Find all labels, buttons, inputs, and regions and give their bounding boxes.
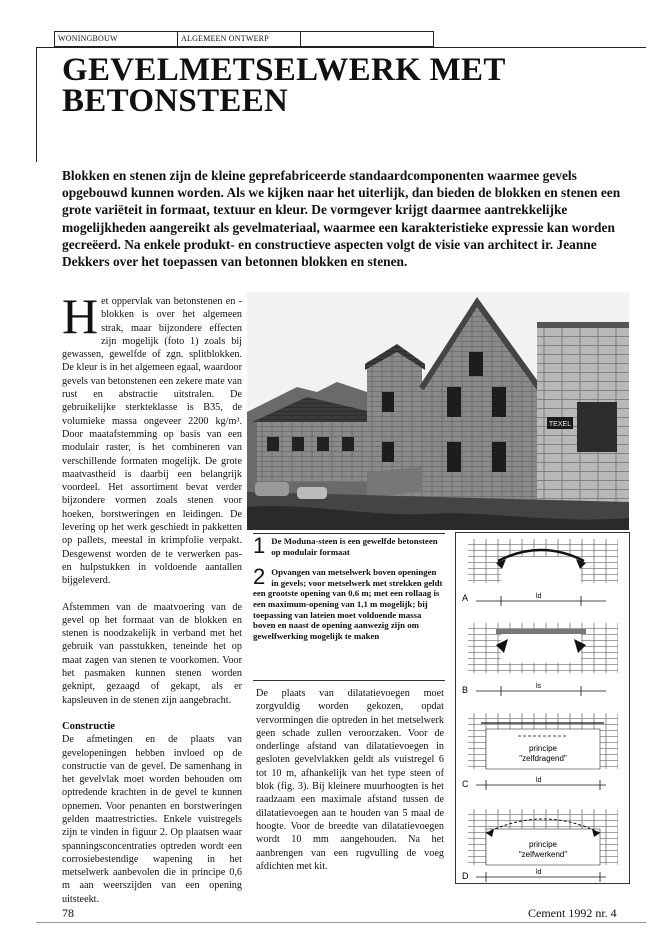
diagram-dim-c: ld [536, 777, 542, 784]
drop-cap: H [62, 288, 99, 344]
diagram-label-b: B [462, 685, 469, 695]
caption-rule-bottom [253, 680, 445, 681]
publication-info: Cement 1992 nr. 4 [528, 906, 617, 920]
paragraph-2: Afstemmen van de maatvoering van de gevel op het formaat van de blokken en stenen is noodzakelijk in verband met het gebruik van passtukken, teneinde het op maat zagen van stenen te voorkomen. Voor het pasmaken kunnen stenen worden geknipt, gezaagd of gekapt, als er kapsleuven in de stenen zijn aangebracht. [62, 601, 242, 706]
caption-2 [253, 564, 445, 641]
column-left [62, 288, 242, 919]
diagram-label-c: C [462, 779, 469, 789]
diagram-illustration [456, 533, 629, 883]
lead-paragraph: Blokken en stenen zijn de kleine geprefabriceerde standaardcomponenten waarmee gevels opgebouwd kunnen worden. Als we kijken naar het uiterlijk, dan bieden de blokken en stenen een grote variëteit in formaat, textuur en kleur. De vormgever krijgt daarmee aantrekkelijke mogelijkheden aangereikt als gevelmateriaal, waarmee een karakteristieke expressie kan worden gecreëerd. Na enkele produkt- en constructieve aspecten volgt de visie van architect ir. Jeanne Dekkers over het toepassen van betonnen blokken en stenen. [62, 168, 621, 270]
frame-top-rule [36, 47, 646, 48]
photo-illustration [247, 292, 629, 530]
header-empty [301, 32, 307, 46]
paragraph-3: De afmetingen en de plaats van gevelopeningen hebben invloed op de constructie van de gevel. De samenhang in het gevelvlak moet worden behouden om optredende krachten in de gevel te kunnen opnemen. Voor penanten en borstweringen gelden maatrestricties. Enkele vuistregels zijn te vinden in figuur 2. Op plaatsen waar spanningsconcentraties optreden wordt een corrosiebestendige wapening in het metselwerk aanbevolen die in principe 0,6 m aan weerszijden van een opening uitsteekt. [62, 734, 242, 905]
section-header [54, 31, 434, 47]
column-middle [256, 687, 444, 873]
diagram-dim-b: ls [536, 683, 542, 690]
diagram-label-a: A [462, 593, 469, 603]
caption-text: De Moduna-steen is een gewelfde betonsteen op modulair formaat [271, 536, 438, 557]
caption-number: 2 [253, 564, 266, 590]
section-heading: Constructie [62, 720, 115, 732]
principle-d-line1: principe [528, 840, 558, 849]
paragraph-intro [62, 288, 242, 588]
frame-left-rule [36, 47, 37, 162]
principle-c-line1: principe [528, 744, 558, 753]
captions [253, 532, 445, 647]
sign-text: TEXEL [548, 421, 572, 428]
diagram-dim-d: ld [536, 869, 542, 876]
caption-text: Opvangen van metselwerk boven openingen in gevels; voor metselwerk met strekken geldt een grootste opening van 0,6 m; met een rollaag is een maximum-opening van 1,1 m mogelijk; bij toepassing van lateien moet voldoende massa boven en naast de opening aanwezig zijn om gewelfwerking mogelijk te maken [253, 567, 443, 641]
header-category: ALGEMEEN ONTWERP [178, 32, 301, 46]
footer-rule [36, 922, 646, 923]
article-title: GEVELMETSELWERK MET BETONSTEEN [62, 52, 506, 119]
diagram-label-d: D [462, 871, 469, 881]
principle-c-line2: "zelfdragend" [519, 754, 567, 763]
caption-number: 1 [253, 533, 266, 558]
page-number: 78 [62, 906, 74, 920]
principle-d-line2: "zelfwerkend" [518, 850, 568, 859]
building-photo [247, 292, 629, 530]
structural-diagrams [455, 532, 630, 884]
paragraph-1: et oppervlak van betonstenen en -blokken is over het algemeen strak, maar bijzondere effecten zijn mogelijk (foto 1) zoals bij gewassen, gewelfde of zgn. splitblokken. De kleur is in het algemeen egaal, waardoor gevels van betonstenen een zekere mate van rust en abstractie uitstralen. De gebruikelijke sterkteklasse is B35, de volumieke massa ongeveer 2200 kg/m³. Door maatafstemming op basis van een modulair raster, is het combineren van verschillende formaten mogelijk. De grote maatvastheid is daarbij een belangrijk voordeel. Het assortiment bevat verder bijzondere vormen zoals stenen voor hoeken, borstweringen en leidingen. De levering op het werk geschiedt in pakketten op pallets, meestal in krimpfolie verpakt. Desgewenst worden de te verwerken pas- en hulpstukken in voldoende aantallen bijgeleverd. [62, 296, 242, 587]
caption-1 [253, 533, 445, 558]
paragraph-4: De plaats van dilatatievoegen moet zorgvuldig worden gekozen, opdat vervormingen die optreden in het metselwerk geen schade zullen veroorzaken. Voor de onderlinge afstand van dilatatievoegen in gesloten gevelvlakken geldt als vuistregel 6 tot 10 m, afhankelijk van het type steen of blok (fig. 3). Bij kleinere muurhoogten is het raadzaam een maximale afstand tussen de dilatatievoegen aan te houden van 5 maal de hoogte. Voor de breedte van dilatatievoegen wordt 10 mm aangehouden. Na het aanbrengen van een rugvulling de voeg afdichten met kit. [256, 688, 444, 872]
diagram-dim-a: ld [536, 593, 542, 600]
header-section: WONINGBOUW [55, 32, 178, 46]
